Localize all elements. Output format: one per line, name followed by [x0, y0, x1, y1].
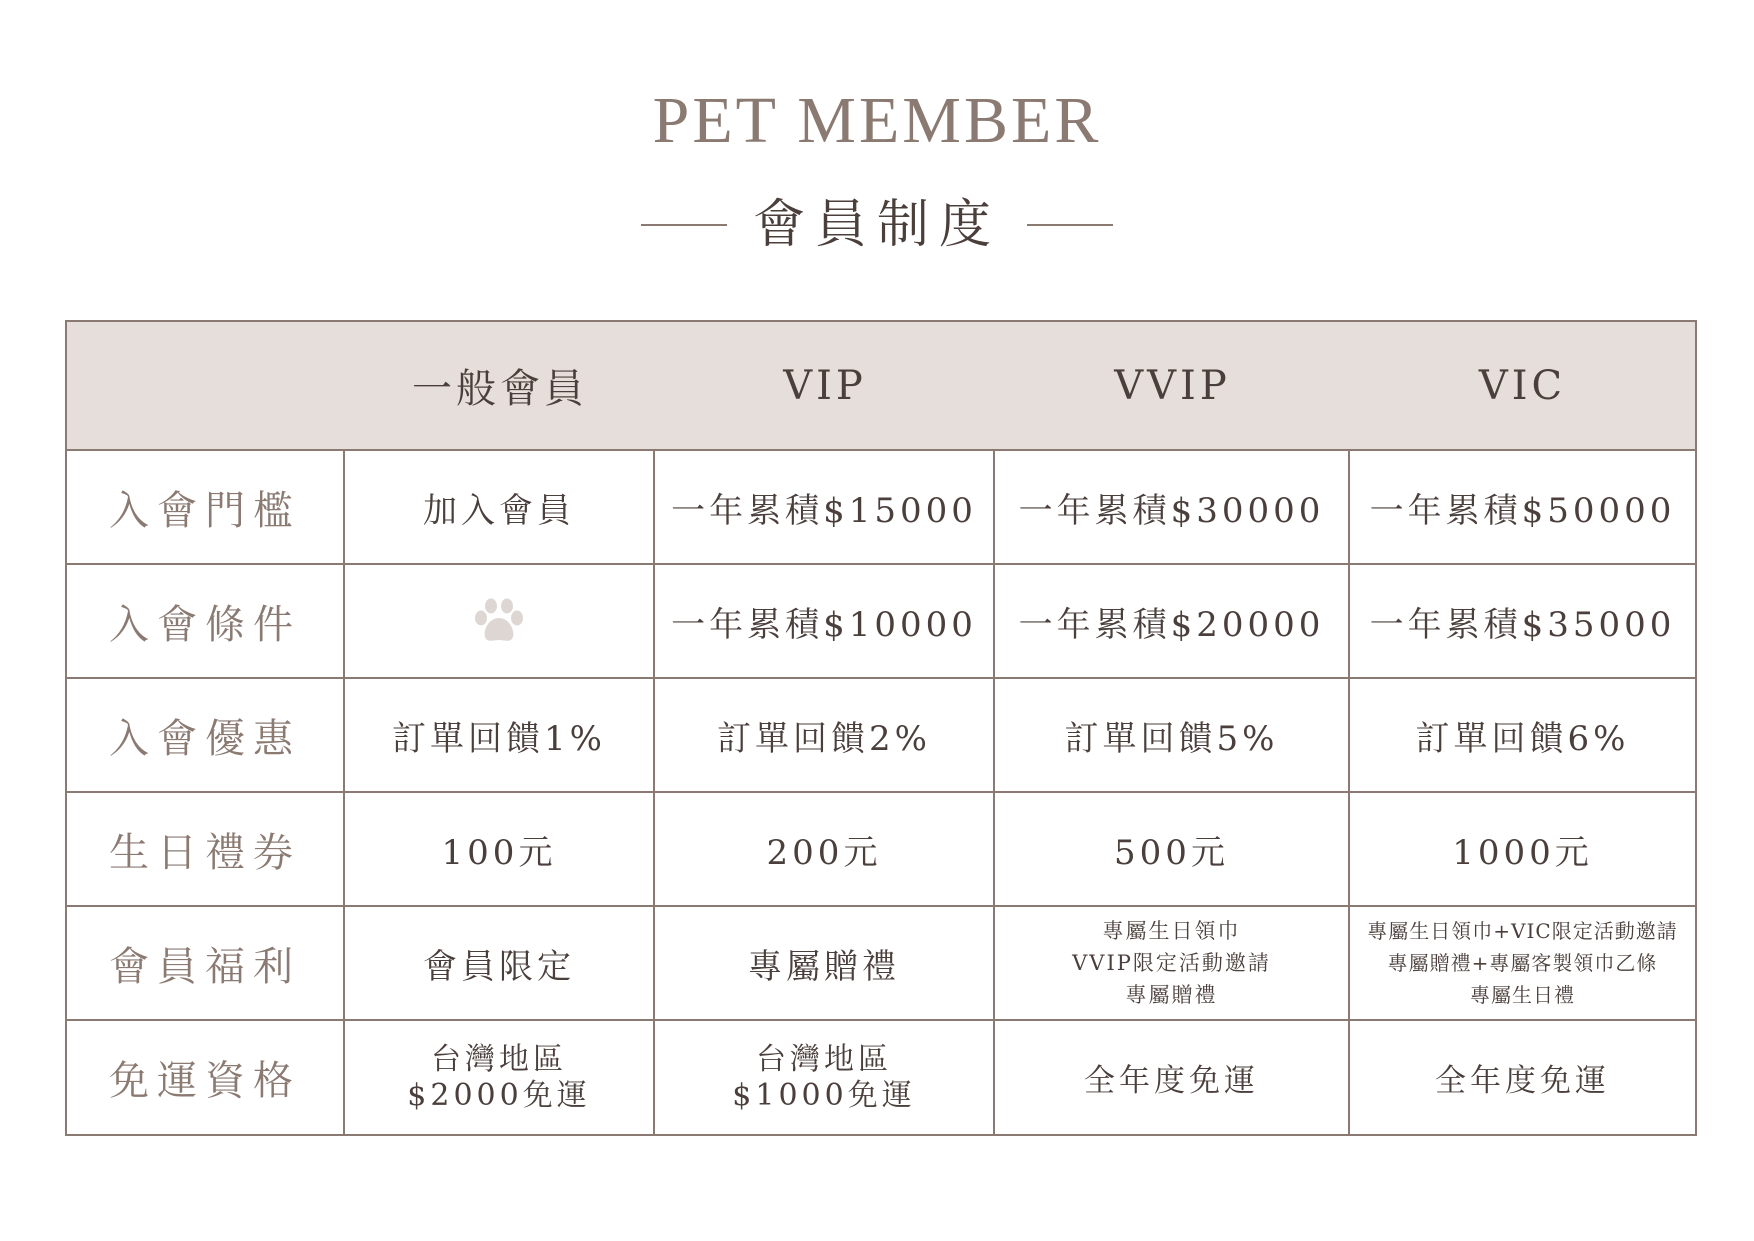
cell-line: 台灣地區: [431, 1041, 567, 1077]
table-cell: 訂單回饋2%: [717, 718, 931, 759]
cell-line: 專屬生日領巾+VIC限定活動邀請: [1367, 919, 1678, 943]
cell-line: VVIP限定活動邀請: [1072, 951, 1271, 975]
page-title-chinese: 會員制度: [752, 195, 1001, 255]
cell-line: $2000免運: [407, 1077, 591, 1113]
table-cell: 一年累積$10000: [671, 604, 977, 645]
page-subtitle-row: [0, 190, 1754, 260]
table-cell: [345, 1021, 653, 1134]
table-cell: 訂單回饋5%: [1064, 718, 1279, 759]
paw-icon: [473, 598, 525, 644]
cell-line: 專屬贈禮+專屬客製領巾乙條: [1387, 951, 1658, 975]
column-header-vic: VIC: [1478, 362, 1567, 409]
row-label-offer: 入會優惠: [109, 715, 301, 762]
divider-right: [1027, 224, 1113, 226]
table-header-row: [67, 322, 1695, 451]
table-cell: 加入會員: [423, 490, 575, 531]
column-header-vvip: VVIP: [1114, 362, 1231, 409]
table-cell: 一年累積$30000: [1018, 490, 1325, 531]
table-cell: [995, 907, 1348, 1019]
table-cell: 500元: [1114, 832, 1229, 873]
table-cell: 1000元: [1452, 832, 1593, 873]
membership-table: [65, 320, 1697, 1136]
cell-line: $1000免運: [732, 1077, 916, 1113]
table-cell: 全年度免運: [1084, 1063, 1259, 1099]
table-cell: 專屬贈禮: [748, 946, 900, 987]
table-cell: 訂單回饋6%: [1415, 718, 1630, 759]
table-cell: 全年度免運: [1435, 1063, 1610, 1099]
table-cell: 一年累積$20000: [1018, 604, 1325, 645]
row-label-condition: 入會條件: [109, 601, 301, 648]
cell-line: 專屬生日領巾: [1102, 919, 1241, 943]
table-cell: 一年累積$35000: [1369, 604, 1676, 645]
table-cell: 200元: [766, 832, 882, 873]
table-cell: 一年累積$50000: [1369, 490, 1676, 531]
row-label-benefits: 會員福利: [109, 943, 301, 990]
cell-line: 專屬贈禮: [1125, 983, 1218, 1007]
table-cell: 訂單回饋1%: [392, 718, 606, 759]
table-cell: 會員限定: [423, 946, 575, 987]
cell-line: 專屬生日禮: [1470, 983, 1575, 1007]
row-label-birthday-coupon: 生日禮券: [109, 829, 301, 876]
table-cell: [345, 565, 653, 677]
table-cell: 100元: [441, 832, 557, 873]
column-header-vip: VIP: [783, 362, 867, 409]
column-header-general: 一般會員: [412, 366, 588, 412]
table-cell: [1350, 907, 1695, 1019]
row-label-threshold: 入會門檻: [109, 487, 301, 534]
table-cell: 一年累積$15000: [671, 490, 977, 531]
table-cell: [655, 1021, 993, 1134]
cell-line: 台灣地區: [756, 1041, 892, 1077]
row-label-free-shipping: 免運資格: [109, 1058, 301, 1104]
page-title-english: PET MEMBER: [652, 84, 1102, 157]
divider-left: [641, 224, 727, 226]
